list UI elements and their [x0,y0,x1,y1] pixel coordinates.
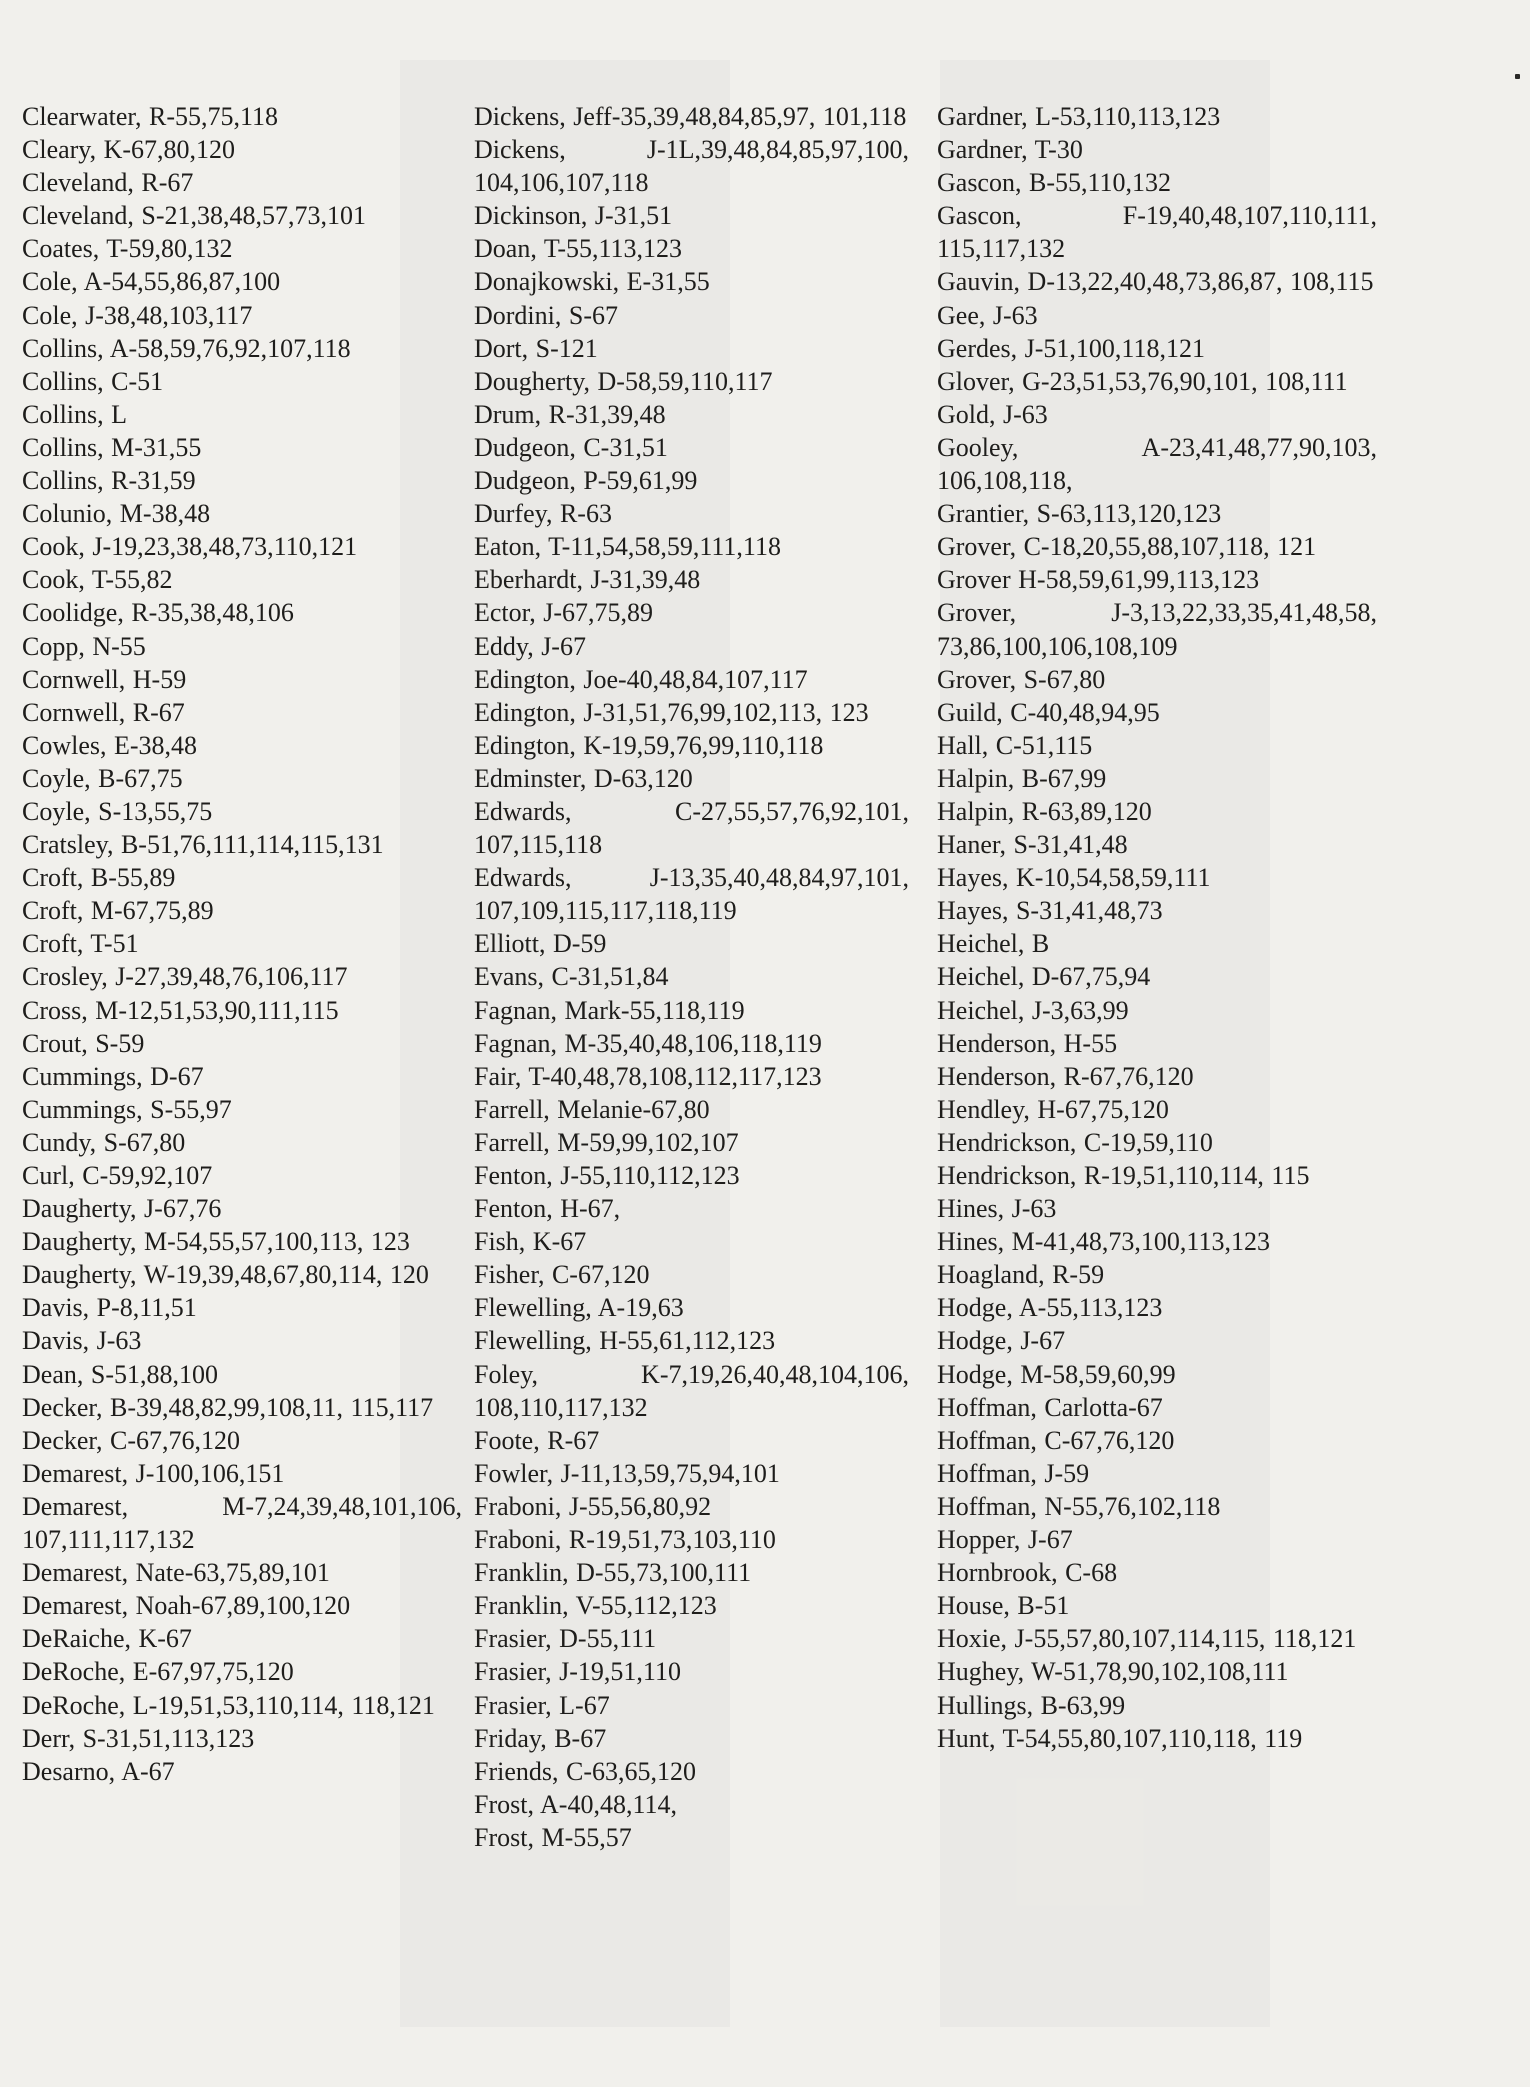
index-entry: Durfey, R-63 [474,499,612,529]
index-entry: Fraboni, J-55,56,80,92 [474,1491,712,1521]
index-entry: Hoxie, J-55,57,80,107,114,115, 118,121 [937,1624,1357,1654]
index-entry: Ector, J-67,75,89 [474,598,654,628]
index-entry: Gardner, L-53,110,113,123 [937,102,1221,131]
index-entry: Haner, S-31,41,48 [937,830,1128,860]
index-entry: Collins, M-31,55 [22,432,202,462]
index-entry: House, B-51 [937,1591,1070,1621]
index-entry: Hoffman, C-67,76,120 [937,1425,1175,1455]
index-entry: Cummings, S-55,97 [22,1094,232,1124]
index-entry: Hunt, T-54,55,80,107,110,118, 119 [937,1723,1303,1753]
index-entry: Edington, J-31,51,76,99,102,113, 123 [474,697,869,727]
index-entry: Hoagland, R-59 [937,1260,1105,1290]
index-entry: Coolidge, R-35,38,48,106 [22,598,294,628]
index-entry: Dickens, Jeff-35,39,48,84,85,97, 101,118 [474,102,907,131]
index-entry: Hopper, J-67 [937,1525,1073,1555]
index-entry: Davis, J-63 [22,1326,142,1356]
index-entry: Gardner, T-30 [937,135,1083,165]
index-entry: Demarest, Noah-67,89,100,120 [22,1591,351,1621]
index-entry: Dougherty, D-58,59,110,117 [474,366,773,396]
index-column-1 [22,100,462,1788]
index-entry: Coyle, B-67,75 [22,763,183,793]
index-entry: Flewelling, H-55,61,112,123 [474,1326,776,1356]
index-entry: Guild, C-40,48,94,95 [937,697,1160,727]
index-entry: Daugherty, M-54,55,57,100,113, 123 [22,1227,410,1257]
index-entry: Donajkowski, E-31,55 [474,267,710,297]
index-entry: Cornwell, H-59 [22,664,187,694]
index-entry: Cummings, D-67 [22,1061,204,1091]
index-entry: Cleveland, S-21,38,48,57,73,101 [22,201,367,231]
index-entry: Hodge, A-55,113,123 [937,1293,1163,1323]
index-entry: Gascon, B-55,110,132 [937,168,1172,198]
index-entry: Crosley, J-27,39,48,76,106,117 [22,962,348,992]
index-entry: Frasier, D-55,111 [474,1624,657,1654]
index-column-2 [474,100,909,1854]
index-entry: Hendrickson, R-19,51,110,114, 115 [937,1161,1310,1190]
index-entry: Hayes, S-31,41,48,73 [937,896,1163,926]
index-entry: Crout, S-59 [22,1028,145,1058]
index-entry: Croft, B-55,89 [22,863,176,893]
index-entry: Dordini, S-67 [474,300,618,330]
index-entry: Cowles, E-38,48 [22,730,198,760]
index-entry: Hodge, J-67 [937,1326,1066,1356]
index-entry: Dudgeon, P-59,61,99 [474,466,698,496]
index-entry: Daugherty, J-67,76 [22,1194,222,1224]
index-entry: Decker, C-67,76,120 [22,1425,241,1455]
index-entry: Collins, L [22,399,128,429]
index-entry: Heichel, B [937,929,1050,959]
index-entry: Halpin, R-63,89,120 [937,796,1152,826]
index-entry: Foley, K-7,19,26,40,48,104,106, 108,110,117,132 [474,1359,909,1422]
index-entry: Edington, K-19,59,76,99,110,118 [474,730,824,760]
index-entry: Hines, M-41,48,73,100,113,123 [937,1227,1270,1257]
index-entry: Farrell, M-59,99,102,107 [474,1127,739,1157]
index-entry: Fowler, J-11,13,59,75,94,101 [474,1458,780,1488]
index-entry: Croft, M-67,75,89 [22,896,214,926]
index-entry: Fagnan, Mark-55,118,119 [474,995,745,1025]
index-entry: Fenton, H-67, [474,1194,621,1224]
index-entry: Cornwell, R-67 [22,697,185,727]
index-entry: Frasier, L-67 [474,1690,610,1720]
index-entry: Cratsley, B-51,76,111,114,115,131 [22,830,384,860]
index-entry: Hines, J-63 [937,1194,1057,1224]
index-entry: Desarno, A-67 [22,1756,175,1786]
index-entry: DeRoche, L-19,51,53,110,114, 118,121 [22,1690,435,1720]
index-entry: DeRaiche, K-67 [22,1624,192,1654]
index-entry: Derr, S-31,51,113,123 [22,1723,255,1753]
index-entry: Cleveland, R-67 [22,168,194,198]
index-entry: Friday, B-67 [474,1723,607,1753]
index-entry: Dickinson, J-31,51 [474,201,673,231]
index-entry: Collins, R-31,59 [22,466,196,496]
index-entry: Daugherty, W-19,39,48,67,80,114, 120 [22,1260,429,1290]
index-entry: Fair, T-40,48,78,108,112,117,123 [474,1061,822,1091]
index-entry: Hoffman, Carlotta-67 [937,1392,1163,1422]
index-entry: Fisher, C-67,120 [474,1260,650,1290]
index-entry: Hayes, K-10,54,58,59,111 [937,863,1211,893]
index-entry: Gerdes, J-51,100,118,121 [937,333,1205,363]
index-entry: Dickens, J-1L,39,48,84,85,97,100, 104,106,107,118 [474,135,909,198]
index-entry: Cundy, S-67,80 [22,1127,186,1157]
index-entry: Hendley, H-67,75,120 [937,1094,1169,1124]
index-entry: Edwards, J-13,35,40,48,84,97,101, 107,109,115,117,118,119 [474,863,909,926]
index-entry: Eberhardt, J-31,39,48 [474,565,701,595]
index-entry: Hornbrook, C-68 [937,1558,1118,1588]
index-entry: Cleary, K-67,80,120 [22,135,236,165]
index-entry: Collins, A-58,59,76,92,107,118 [22,333,351,363]
index-entry: Fenton, J-55,110,112,123 [474,1161,740,1190]
index-entry: Farrell, Melanie-67,80 [474,1094,710,1124]
index-entry: Grover, J-3,13,22,33,35,41,48,58, 73,86,100,106,108,109 [937,598,1377,661]
index-entry: Gold, J-63 [937,399,1048,429]
index-entry: Demarest, Nate-63,75,89,101 [22,1558,330,1588]
index-entry: Copp, N-55 [22,631,146,661]
index-entry: Gascon, F-19,40,48,107,110,111, 115,117,132 [937,201,1377,264]
index-entry: Franklin, D-55,73,100,111 [474,1558,752,1588]
index-entry: Frost, A-40,48,114, [474,1789,677,1819]
index-entry: Edminster, D-63,120 [474,763,693,793]
index-entry: Demarest, J-100,106,151 [22,1458,285,1488]
index-entry: Eaton, T-11,54,58,59,111,118 [474,532,781,562]
index-entry: Decker, B-39,48,82,99,108,11, 115,117 [22,1392,434,1422]
index-entry: Evans, C-31,51,84 [474,962,669,992]
index-entry: Curl, C-59,92,107 [22,1161,213,1190]
index-entry: Glover, G-23,51,53,76,90,101, 108,111 [937,366,1348,396]
index-entry: Edington, Joe-40,48,84,107,117 [474,664,808,694]
index-entry: Foote, R-67 [474,1425,600,1455]
index-entry: Cole, A-54,55,86,87,100 [22,267,281,297]
index-entry: Hughey, W-51,78,90,102,108,111 [937,1657,1289,1687]
index-entry: Frasier, J-19,51,110 [474,1657,681,1687]
index-entry: Cross, M-12,51,53,90,111,115 [22,995,339,1025]
index-entry: Grover H-58,59,61,99,113,123 [937,565,1260,595]
index-entry: Colunio, M-38,48 [22,499,211,529]
corner-mark [1515,74,1520,79]
index-entry: DeRoche, E-67,97,75,120 [22,1657,294,1687]
index-entry: Clearwater, R-55,75,118 [22,102,279,131]
index-entry: Coates, T-59,80,132 [22,234,233,264]
index-entry: Dean, S-51,88,100 [22,1359,218,1389]
index-entry: Gauvin, D-13,22,40,48,73,86,87, 108,115 [937,267,1374,297]
index-entry: Doan, T-55,113,123 [474,234,683,264]
index-entry: Hoffman, N-55,76,102,118 [937,1491,1221,1521]
index-entry: Gooley, A-23,41,48,77,90,103, 106,108,118, [937,432,1377,496]
index-entry: Fraboni, R-19,51,73,103,110 [474,1525,776,1555]
index-entry: Flewelling, A-19,63 [474,1293,684,1323]
index-entry: Hendrickson, C-19,59,110 [937,1127,1213,1157]
index-entry: Hoffman, J-59 [937,1458,1090,1488]
index-entry: Friends, C-63,65,120 [474,1756,696,1786]
index-entry: Heichel, D-67,75,94 [937,962,1151,992]
index-entry: Fagnan, M-35,40,48,106,118,119 [474,1028,822,1058]
index-entry: Cook, T-55,82 [22,565,173,595]
index-entry: Frost, M-55,57 [474,1822,632,1852]
index-entry: Fish, K-67 [474,1227,587,1257]
index-entry: Halpin, B-67,99 [937,763,1107,793]
index-column-3 [937,100,1377,1755]
index-entry: Grover, C-18,20,55,88,107,118, 121 [937,532,1317,562]
index-entry: Elliott, D-59 [474,929,607,959]
index-entry: Cook, J-19,23,38,48,73,110,121 [22,532,358,562]
index-entry: Coyle, S-13,55,75 [22,796,213,826]
index-entry: Demarest, M-7,24,39,48,101,106, 107,111,117,132 [22,1491,462,1555]
index-entry: Drum, R-31,39,48 [474,399,666,429]
index-entry: Collins, C-51 [22,366,164,396]
index-entry: Hullings, B-63,99 [937,1690,1126,1720]
index-entry: Henderson, H-55 [937,1028,1118,1058]
index-entry: Grover, S-67,80 [937,664,1106,694]
index-entry: Henderson, R-67,76,120 [937,1061,1194,1091]
index-entry: Dort, S-121 [474,333,598,363]
index-entry: Dudgeon, C-31,51 [474,432,668,462]
index-entry: Eddy, J-67 [474,631,586,661]
index-entry: Grantier, S-63,113,120,123 [937,499,1222,529]
index-entry: Gee, J-63 [937,300,1038,330]
index-entry: Heichel, J-3,63,99 [937,995,1129,1025]
index-entry: Edwards, C-27,55,57,76,92,101, 107,115,118 [474,796,909,860]
index-entry: Hodge, M-58,59,60,99 [937,1359,1176,1389]
index-entry: Croft, T-51 [22,929,139,959]
index-entry: Franklin, V-55,112,123 [474,1591,717,1621]
index-entry: Cole, J-38,48,103,117 [22,300,253,330]
index-entry: Hall, C-51,115 [937,730,1093,760]
index-entry: Davis, P-8,11,51 [22,1293,197,1323]
